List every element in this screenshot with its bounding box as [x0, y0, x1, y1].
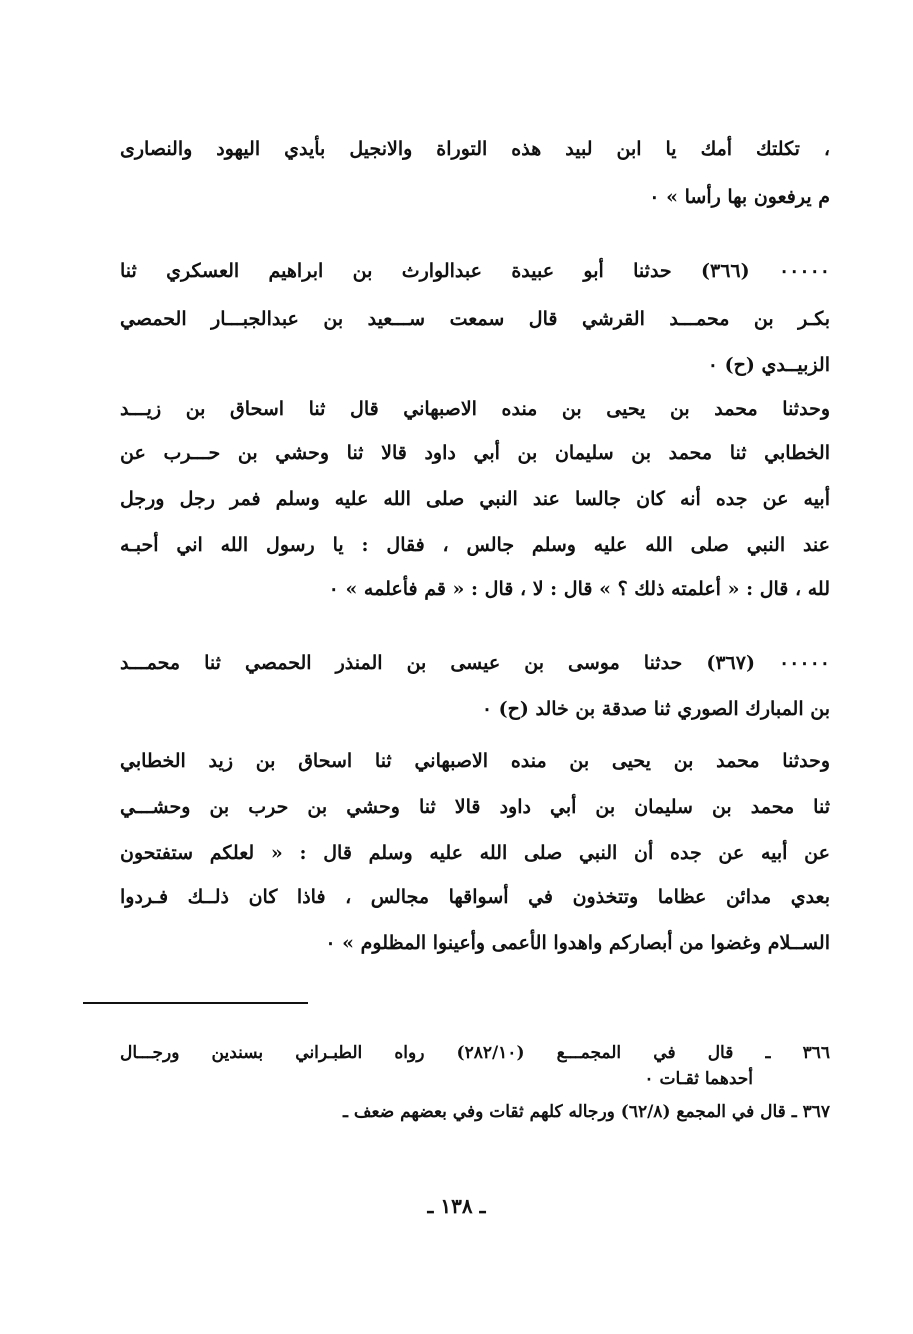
footnote-divider: [83, 1002, 308, 1004]
body-line-2: م يرفعون بها رأسا » ٠: [649, 186, 830, 208]
hadith-366-line-1: ٠٠٠٠٠ (٣٦٦) حدثنا أبو عبيدة عبدالوارث بن ابراهيم العسكري ثنا: [120, 260, 830, 282]
hadith-366-line-2: بكـر بن محمـــد القرشي قال سمعت ســـعيد بن عبدالجبـــار الحمصي: [120, 308, 830, 330]
hadith-367-line-7: الســلام وغضوا من أبصاركم واهدوا الأعمى وأعينوا المظلوم » ٠: [325, 932, 830, 954]
footnote-366-line-1: ٣٦٦ ـ قال في المجمـــع (٢٨٢/١٠) رواه الطبـراني بسندين ورجـــال: [120, 1043, 830, 1063]
footnote-367: ٣٦٧ ـ قال في المجمع (٦٢/٨) ورجاله كلهم ثقات وفي بعضهم ضعف ـ: [343, 1102, 830, 1122]
hadith-367-line-4: ثنا محمد بن سليمان بن أبي داود قالا ثنا وحشي بن حرب بن وحشـــي: [120, 796, 830, 818]
hadith-366-line-8: لله ، قال : « أعلمته ذلك ؟ » قال : لا ، قال : « قم فأعلمه » ٠: [328, 578, 830, 600]
hadith-366-line-4: وحدثنا محمد بن يحيى بن منده الاصبهاني قال ثنا اسحاق بن زيـــد: [120, 398, 830, 420]
body-line-1: ، تكلتك أمك يا ابن لبيد هذه التوراة والانجيل بأيدي اليهود والنصارى: [120, 138, 830, 160]
hadith-367-line-1: ٠٠٠٠٠ (٣٦٧) حدثنا موسى بن عيسى بن المنذر الحمصي ثنا محمـــد: [120, 652, 830, 674]
hadith-367-line-5: عن أبيه عن جده أن النبي صلى الله عليه وسلم قال : « لعلكم ستفتحون: [120, 842, 830, 864]
hadith-367-line-3: وحدثنا محمد بن يحيى بن منده الاصبهاني ثنا اسحاق بن زيد الخطابي: [120, 750, 830, 772]
hadith-367-line-2: بن المبارك الصوري ثنا صدقة بن خالد (ح) ٠: [481, 698, 830, 720]
hadith-366-line-5: الخطابي ثنا محمد بن سليمان بن أبي داود قالا ثنا وحشي بن حـــرب عن: [120, 442, 830, 464]
hadith-366-line-7: عند النبي صلى الله عليه وسلم جالس ، فقال : يا رسول الله اني أحبـه: [120, 534, 830, 556]
hadith-366-line-3: الزبيــدي (ح) ٠: [707, 354, 830, 376]
page-number: ـ ١٣٨ ـ: [427, 1194, 486, 1218]
footnote-366-line-2: أحدهما ثقـات ٠: [644, 1069, 753, 1089]
hadith-367-line-6: بعدي مدائن عظاما وتتخذون في أسواقها مجالس ، فاذا كان ذلــك فـردوا: [120, 886, 830, 908]
hadith-366-line-6: أبيه عن جده أنه كان جالسا عند النبي صلى الله عليه وسلم فمر رجل ورجل: [120, 488, 830, 510]
